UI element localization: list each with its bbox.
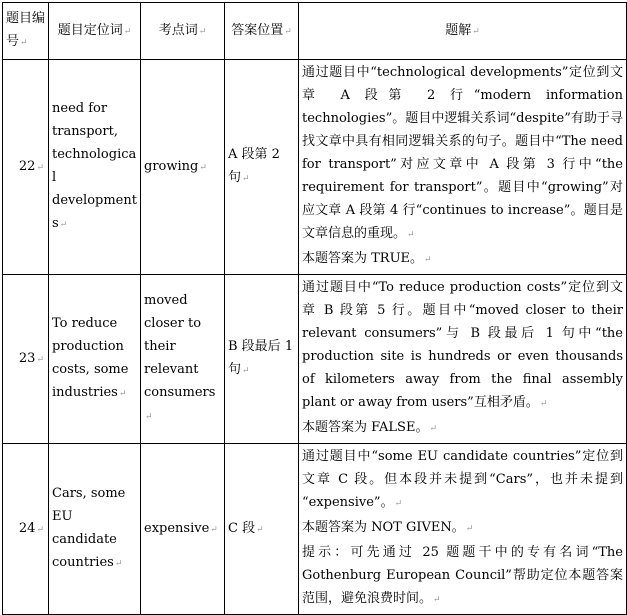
explanation-answer: 本题答案为 TRUE。↵ — [302, 251, 432, 266]
header-explanation: 题解↵ — [299, 3, 627, 60]
answer-position: B 段最后 1 句↵ — [225, 275, 299, 444]
keyword: expensive↵ — [141, 444, 225, 615]
table-row — [3, 275, 627, 444]
explanation-line: 通过题目中“To reduce production costs”定位到文章 B 段第 5 行。题目中“moved closer to their relevant consumers”与 B 段最后 1 句中“the production site is hundreds or even thousands of kilometers away from the final assembly plant or away from users”互相矛盾。↵ — [302, 280, 623, 410]
header-number: 题目编号↵ — [3, 3, 49, 60]
explanation — [299, 275, 627, 444]
keyword: growing↵ — [141, 60, 225, 275]
answer-explanation-page — [2, 2, 627, 615]
explanation-line: 通过题目中“some EU candidate countries”定位到文章 C 段。但本段并未提到“Cars”，也并未提到 “expensive”。↵ — [302, 449, 623, 510]
header-row — [3, 3, 627, 60]
locator-words: Cars, some EU candidate countries↵ — [49, 444, 141, 615]
header-position: 答案位置↵ — [225, 3, 299, 60]
explanation-answer: 本题答案为 NOT GIVEN。↵ — [302, 520, 474, 535]
table-row — [3, 444, 627, 615]
explanation-answer: 本题答案为 FALSE。↵ — [302, 420, 437, 435]
question-number: 24↵ — [3, 444, 49, 615]
explanation-tip: 提示：可先通过 25 题题干中的专有名词“The Gothenburg European Council”帮助定位本题答案范围，避免浪费时间。↵ — [302, 545, 623, 606]
question-number: 23↵ — [3, 275, 49, 444]
header-locator: 题目定位词↵ — [49, 3, 141, 60]
locator-words: need for transport, technological developments↵ — [49, 60, 141, 275]
question-number: 22↵ — [3, 60, 49, 275]
answer-explanation-table — [2, 2, 627, 615]
table-row — [3, 60, 627, 275]
answer-position: A 段第 2 句↵ — [225, 60, 299, 275]
explanation — [299, 60, 627, 275]
answer-position: C 段↵ — [225, 444, 299, 615]
header-keyword: 考点词↵ — [141, 3, 225, 60]
keyword: moved closer to their relevant consumers↵ — [141, 275, 225, 444]
explanation — [299, 444, 627, 615]
explanation-line: 通过题目中“technological developments”定位到文章 A 段第 2 行“modern information technologies”。题目中逻辑关系词“despite”有助于寻找文章中具有相同逻辑关系的句子。题目中“The need for transport”对应文章中 A 段第 3 行中“the requirement for transport”。题目中“growing”对应文章 A 段第 4 行“continues to increase”。题目是文章信息的重现。↵ — [302, 65, 623, 241]
locator-words: To reduce production costs, some industries↵ — [49, 275, 141, 444]
